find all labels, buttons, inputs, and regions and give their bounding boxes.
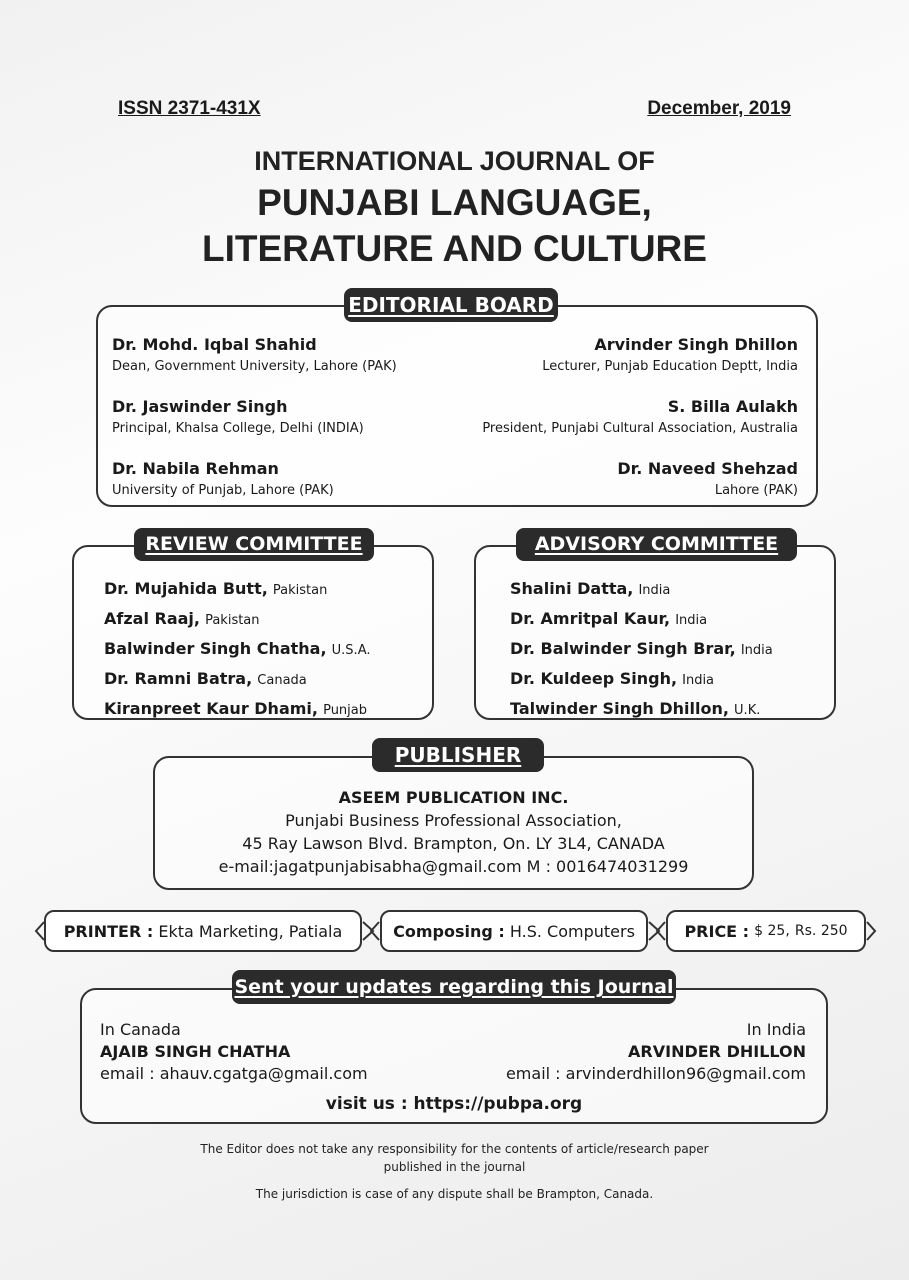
composing-info: Composing : H.S. Computers: [380, 910, 648, 952]
editor-name: Dr. Mohd. Iqbal Shahid: [112, 335, 317, 354]
editor-name: S. Billa Aulakh: [667, 397, 798, 416]
journal-title-line3: LITERATURE AND CULTURE: [202, 228, 707, 269]
publisher-name: ASEEM PUBLICATION INC.: [338, 788, 569, 807]
publisher-box: [153, 756, 754, 890]
editor-desc: Lecturer, Punjab Education Deptt, India: [542, 359, 798, 374]
editor-desc: Lahore (PAK): [714, 483, 798, 498]
advisory-committee-heading: ADVISORY COMMITTEE: [516, 528, 797, 561]
editor-name: Arvinder Singh Dhillon: [594, 335, 798, 354]
journal-title-line1: INTERNATIONAL JOURNAL OF: [254, 146, 655, 176]
publisher-heading: PUBLISHER: [372, 738, 544, 772]
editor-desc: Dean, Government University, Lahore (PAK): [112, 359, 397, 374]
editor-name: Dr. Jaswinder Singh: [112, 397, 288, 416]
list-item: Afzal Raaj, Pakistan: [104, 609, 260, 628]
canada-contact-name: AJAIB SINGH CHATHA: [100, 1042, 291, 1061]
publisher-address-line2: 45 Ray Lawson Blvd. Brampton, On. LY 3L4, CANADA: [242, 834, 665, 853]
review-committee-heading: REVIEW COMMITTEE: [134, 528, 374, 561]
journal-title-line2: PUNJABI LANGUAGE,: [257, 182, 652, 223]
india-email: email : arvinderdhillon96@gmail.com: [505, 1064, 806, 1083]
list-item: Dr. Balwinder Singh Brar, India: [510, 639, 773, 658]
list-item: Dr. Mujahida Butt, Pakistan: [104, 579, 328, 598]
price-info: PRICE : $ 25, Rs. 250: [666, 910, 866, 952]
list-item: Dr. Amritpal Kaur, India: [510, 609, 708, 628]
review-committee-box: [72, 545, 434, 720]
editor-desc: President, Punjabi Cultural Association, Australia: [482, 421, 798, 436]
list-item: Dr. Ramni Batra, Canada: [104, 669, 307, 688]
publisher-address-line1: Punjabi Business Professional Association,: [285, 811, 622, 830]
editor-name: Dr. Nabila Rehman: [112, 459, 279, 478]
canada-region: In Canada: [100, 1020, 181, 1039]
website-link[interactable]: visit us : https://pubpa.org: [325, 1094, 583, 1114]
updates-heading: Sent your updates regarding this Journal: [232, 970, 676, 1004]
editor-desc: University of Punjab, Lahore (PAK): [112, 483, 334, 498]
list-item: Talwinder Singh Dhillon, U.K.: [510, 699, 761, 718]
editor-name: Dr. Naveed Shehzad: [617, 459, 798, 478]
canada-email: email : ahauv.cgatga@gmail.com: [100, 1064, 368, 1083]
jurisdiction-note: The jurisdiction is case of any dispute shall be Brampton, Canada.: [255, 1187, 654, 1201]
printer-info: PRINTER : Ekta Marketing, Patiala: [44, 910, 362, 952]
list-item: Dr. Kuldeep Singh, India: [510, 669, 715, 688]
issn-number: ISSN 2371-431X: [118, 98, 261, 119]
updates-box: [80, 988, 828, 1124]
editorial-board-box: [96, 305, 818, 507]
publisher-contact: e-mail:jagatpunjabisabha@gmail.com M : 0016474031299: [218, 857, 689, 876]
pill-connectors: [30, 910, 880, 952]
advisory-committee-box: [474, 545, 836, 720]
list-item: Kiranpreet Kaur Dhami, Punjab: [104, 699, 367, 718]
list-item: Shalini Datta, India: [510, 579, 671, 598]
list-item: Balwinder Singh Chatha, U.S.A.: [104, 639, 371, 658]
editor-desc: Principal, Khalsa College, Delhi (INDIA): [112, 421, 364, 436]
disclaimer-line2: published in the journal: [383, 1160, 526, 1174]
editorial-board-heading: EDITORIAL BOARD: [344, 288, 558, 322]
india-contact-name: ARVINDER DHILLON: [628, 1042, 806, 1061]
issue-date: December, 2019: [647, 98, 791, 119]
disclaimer-line1: The Editor does not take any responsibility for the contents of article/research paper: [200, 1142, 709, 1156]
india-region: In India: [746, 1020, 806, 1039]
